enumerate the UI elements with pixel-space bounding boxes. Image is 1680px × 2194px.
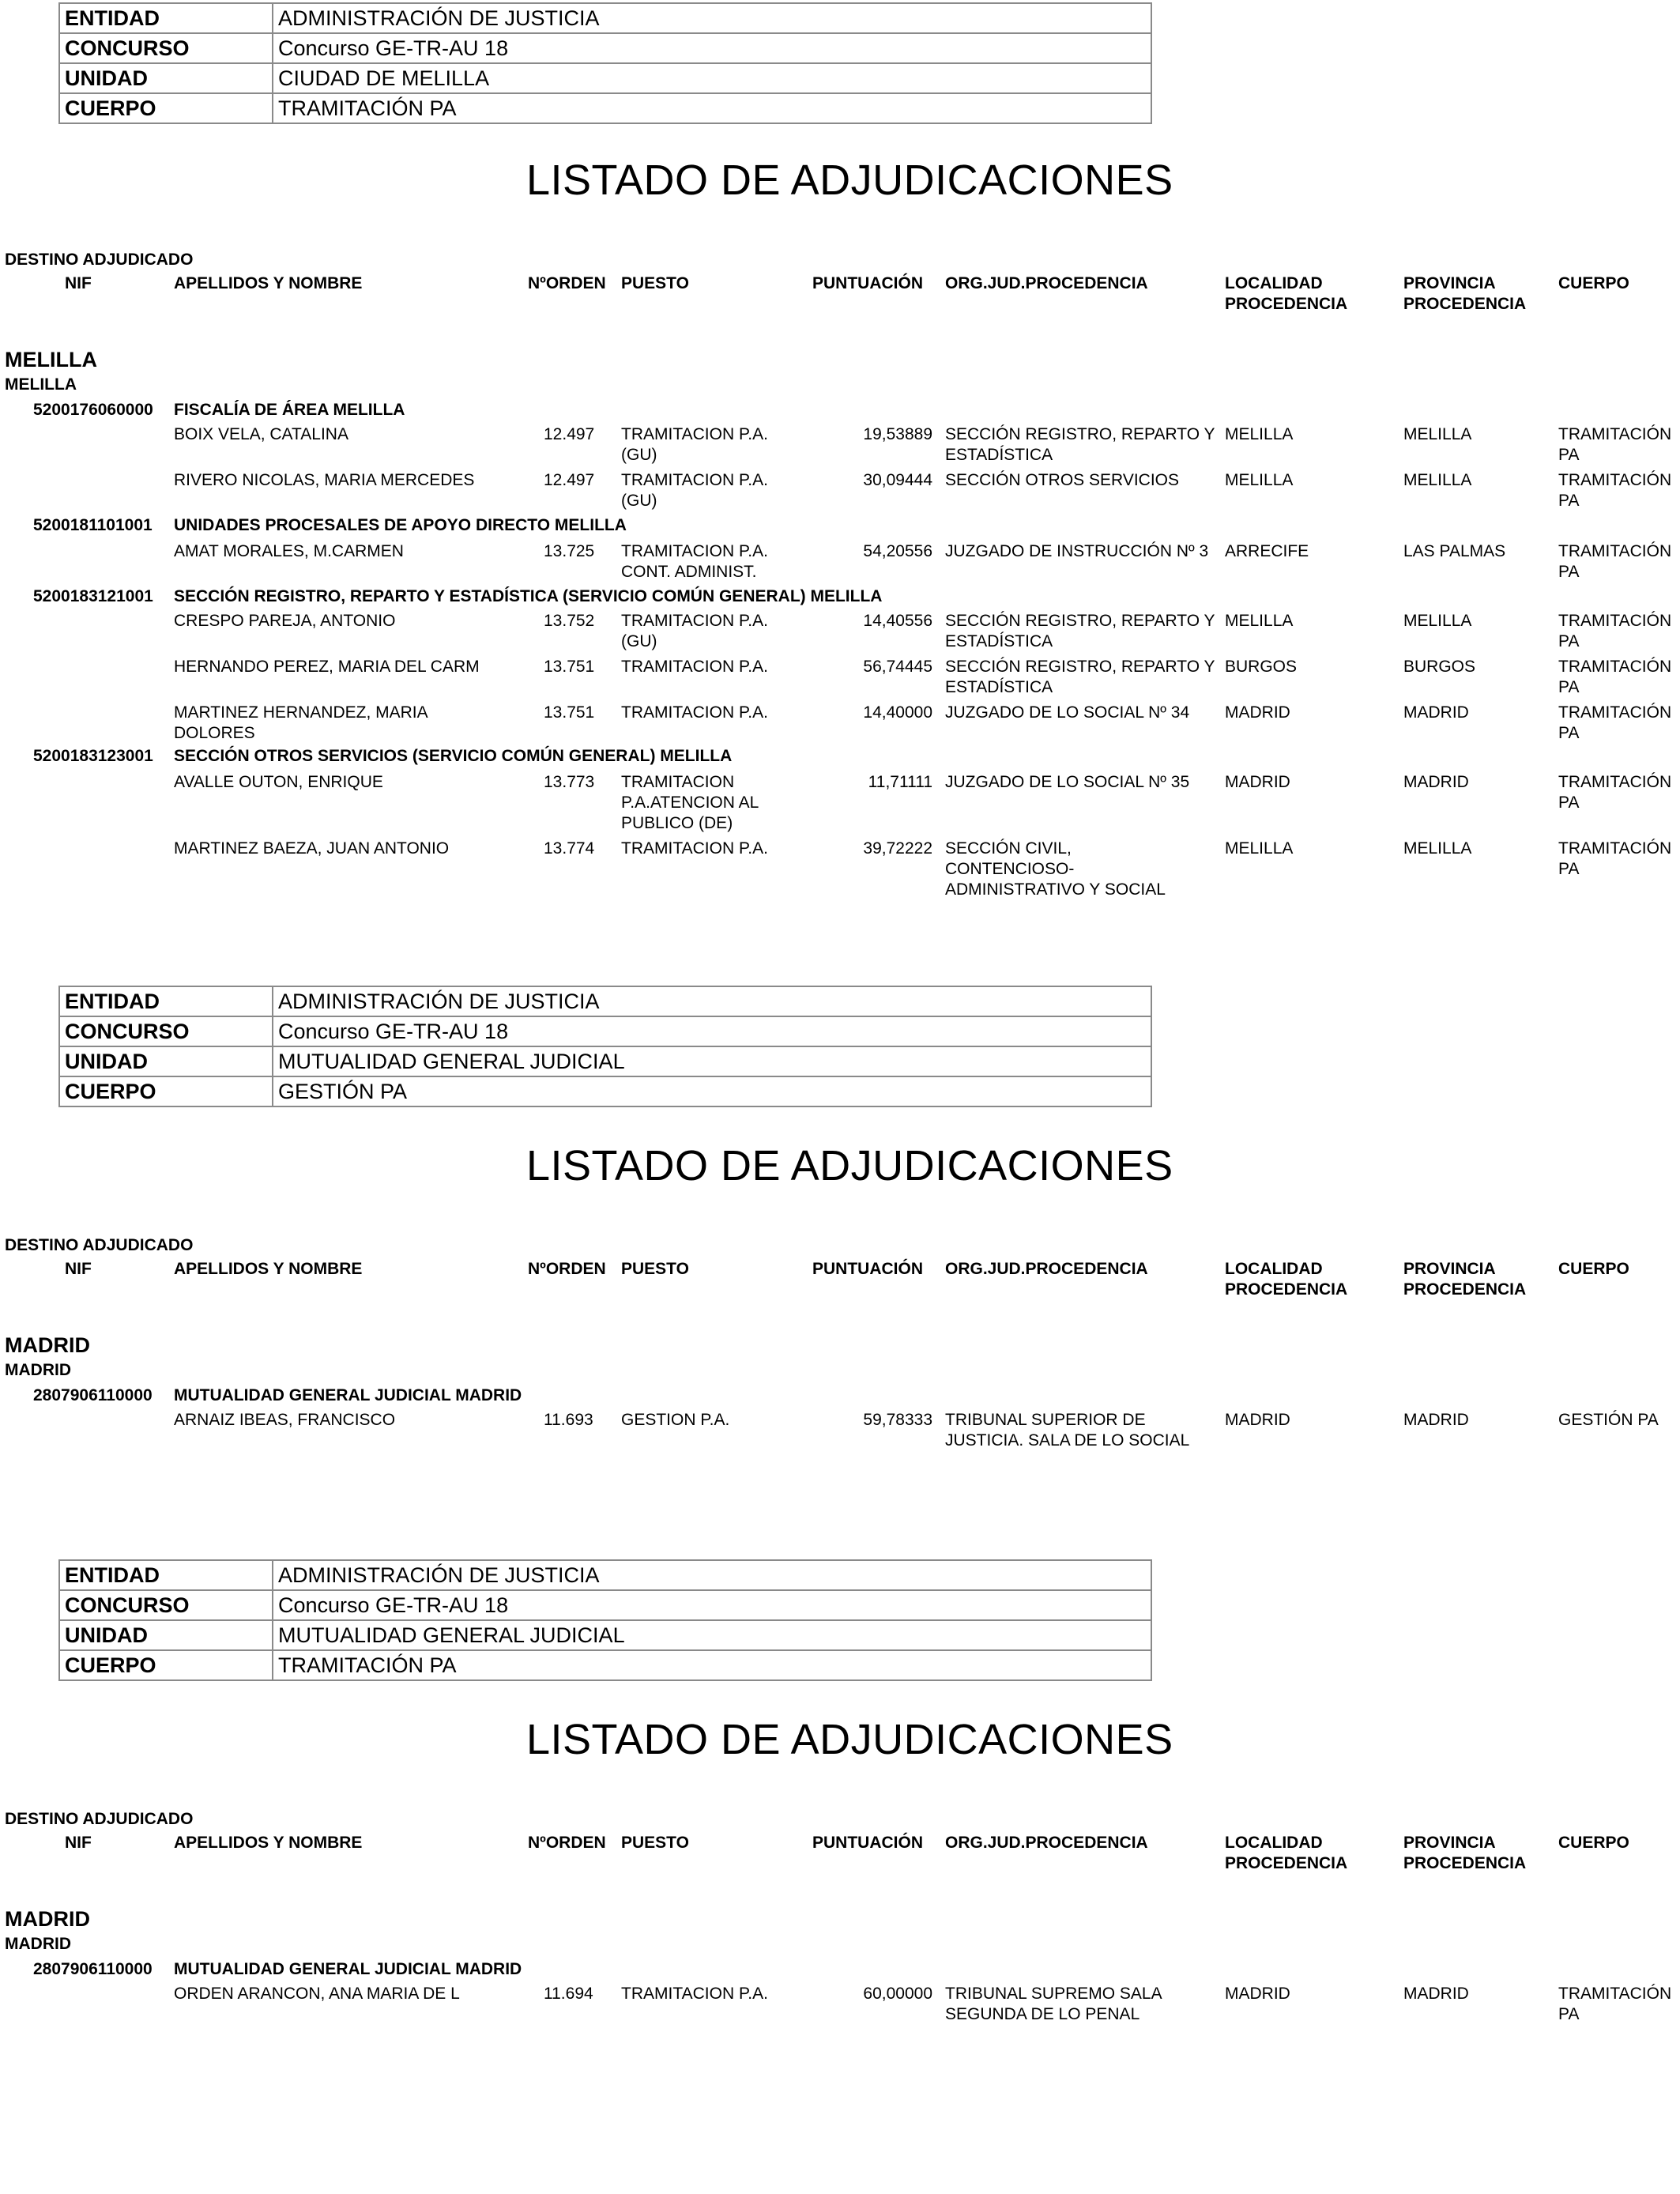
cell-org: JUZGADO DE LO SOCIAL Nº 35 — [945, 773, 1190, 791]
cell-puesto: TRAMITACION P.A. — [621, 1985, 768, 2003]
header-provincia: PROVINCIA PROCEDENCIA — [1403, 1260, 1527, 1299]
cell-puesto: TRAMITACION P.A. — [621, 658, 768, 676]
entidad-label: ENTIDAD — [59, 3, 273, 33]
destino-label: DESTINO ADJUDICADO — [5, 251, 194, 269]
cuerpo-value: TRAMITACIÓN PA — [273, 1650, 1151, 1680]
cell-nombre: ORDEN ARANCON, ANA MARIA DE L — [174, 1985, 460, 2003]
destination-code: 5200183123001 — [33, 747, 153, 765]
destino-label: DESTINO ADJUDICADO — [5, 1810, 194, 1828]
cell-cuerpo: TRAMITACIÓN PA — [1558, 703, 1672, 742]
cell-puntuacion: 14,40556 — [863, 612, 932, 630]
destination-name: MUTUALIDAD GENERAL JUDICIAL MADRID — [174, 1386, 522, 1404]
concurso-label: CONCURSO — [59, 1590, 273, 1620]
header-provincia: PROVINCIA PROCEDENCIA — [1403, 1834, 1527, 1872]
cell-puntuacion: 59,78333 — [863, 1411, 932, 1429]
cell-org: TRIBUNAL SUPERIOR DE JUSTICIA. SALA DE LO SOCIAL — [945, 1411, 1190, 1449]
header-org: ORG.JUD.PROCEDENCIA — [945, 1834, 1148, 1852]
page-title: LISTADO DE ADJUDICACIONES — [526, 1142, 1173, 1189]
cell-puntuacion: 54,20556 — [863, 542, 932, 560]
cell-provincia: MADRID — [1403, 773, 1469, 791]
cell-puesto: TRAMITACION P.A.ATENCION AL PUBLICO (DE) — [621, 773, 759, 832]
cell-nombre: MARTINEZ BAEZA, JUAN ANTONIO — [174, 839, 450, 858]
cell-localidad: MADRID — [1225, 703, 1290, 722]
cell-nombre: AMAT MORALES, M.CARMEN — [174, 542, 404, 560]
cell-nombre: CRESPO PAREJA, ANTONIO — [174, 612, 396, 630]
cell-nombre: MARTINEZ HERNANDEZ, MARIA DOLORES — [174, 703, 428, 742]
cell-puesto: TRAMITACION P.A. (GU) — [621, 425, 768, 464]
cell-puntuacion: 56,74445 — [863, 658, 932, 676]
cell-cuerpo: TRAMITACIÓN PA — [1558, 1985, 1672, 2023]
cell-cuerpo: TRAMITACIÓN PA — [1558, 839, 1672, 878]
cell-provincia: LAS PALMAS — [1403, 542, 1506, 560]
cell-puntuacion: 14,40000 — [863, 703, 932, 722]
header-org: ORG.JUD.PROCEDENCIA — [945, 1260, 1148, 1278]
cell-puesto: TRAMITACION P.A. (GU) — [621, 612, 768, 650]
info-box — [58, 2, 1152, 124]
page-title: LISTADO DE ADJUDICACIONES — [526, 1716, 1173, 1763]
page-title: LISTADO DE ADJUDICACIONES — [526, 156, 1173, 204]
header-puesto: PUESTO — [621, 1260, 689, 1278]
concurso-value: Concurso GE-TR-AU 18 — [273, 1016, 1151, 1046]
cell-localidad: MELILLA — [1225, 612, 1294, 630]
cell-puntuacion: 60,00000 — [863, 1985, 932, 2003]
cell-nombre: AVALLE OUTON, ENRIQUE — [174, 773, 383, 791]
cell-puesto: TRAMITACION P.A. (GU) — [621, 471, 768, 510]
header-cuerpo: CUERPO — [1558, 1260, 1629, 1278]
header-localidad: LOCALIDAD PROCEDENCIA — [1225, 274, 1348, 313]
cell-nombre: ARNAIZ IBEAS, FRANCISCO — [174, 1411, 396, 1429]
cell-provincia: MADRID — [1403, 1985, 1469, 2003]
locality-heading: MADRID — [5, 1935, 71, 1953]
destination-name: MUTUALIDAD GENERAL JUDICIAL MADRID — [174, 1960, 522, 1978]
cell-puntuacion: 19,53889 — [863, 425, 932, 443]
cell-provincia: MELILLA — [1403, 471, 1472, 489]
cell-org: SECCIÓN REGISTRO, REPARTO Y ESTADÍSTICA — [945, 425, 1215, 464]
header-puntuacion: PUNTUACIÓN — [812, 1260, 923, 1278]
header-puntuacion: PUNTUACIÓN — [812, 1834, 923, 1852]
unidad-value: MUTUALIDAD GENERAL JUDICIAL — [273, 1046, 1151, 1076]
cell-localidad: MELILLA — [1225, 471, 1294, 489]
destination-name: FISCALÍA DE ÁREA MELILLA — [174, 401, 405, 419]
header-orden: NºORDEN — [528, 1834, 606, 1852]
cell-provincia: MELILLA — [1403, 425, 1472, 443]
cuerpo-value: TRAMITACIÓN PA — [273, 93, 1151, 123]
cell-orden: 13.773 — [544, 773, 595, 791]
cell-provincia: MADRID — [1403, 1411, 1469, 1429]
cell-org: SECCIÓN OTROS SERVICIOS — [945, 471, 1179, 489]
cell-puntuacion: 30,09444 — [863, 471, 932, 489]
entidad-value: ADMINISTRACIÓN DE JUSTICIA — [273, 1560, 1151, 1590]
unidad-value: MUTUALIDAD GENERAL JUDICIAL — [273, 1620, 1151, 1650]
entidad-value: ADMINISTRACIÓN DE JUSTICIA — [273, 3, 1151, 33]
info-box — [58, 986, 1152, 1107]
cuerpo-label: CUERPO — [59, 93, 273, 123]
cell-localidad: ARRECIFE — [1225, 542, 1309, 560]
cell-orden: 13.725 — [544, 542, 595, 560]
info-box — [58, 1559, 1152, 1681]
concurso-label: CONCURSO — [59, 33, 273, 63]
cell-cuerpo: TRAMITACIÓN PA — [1558, 612, 1672, 650]
cell-puntuacion: 39,72222 — [863, 839, 932, 858]
cell-localidad: MELILLA — [1225, 425, 1294, 443]
cell-cuerpo: GESTIÓN PA — [1558, 1411, 1659, 1429]
cell-org: SECCIÓN CIVIL, CONTENCIOSO-ADMINISTRATIVO Y SOCIAL — [945, 839, 1166, 899]
cell-orden: 13.751 — [544, 658, 595, 676]
cell-org: JUZGADO DE INSTRUCCIÓN Nº 3 — [945, 542, 1209, 560]
cell-orden: 13.774 — [544, 839, 595, 858]
cell-provincia: BURGOS — [1403, 658, 1476, 676]
cuerpo-label: CUERPO — [59, 1650, 273, 1680]
cell-localidad: MADRID — [1225, 773, 1290, 791]
unidad-label: UNIDAD — [59, 63, 273, 93]
cell-nombre: RIVERO NICOLAS, MARIA MERCEDES — [174, 471, 475, 489]
locality-heading: MADRID — [5, 1361, 71, 1379]
entidad-label: ENTIDAD — [59, 1560, 273, 1590]
cell-nombre: HERNANDO PEREZ, MARIA DEL CARM — [174, 658, 480, 676]
destination-name: UNIDADES PROCESALES DE APOYO DIRECTO MELILLA — [174, 516, 627, 534]
cell-orden: 12.497 — [544, 425, 595, 443]
header-nombre: APELLIDOS Y NOMBRE — [174, 1834, 363, 1852]
header-nombre: APELLIDOS Y NOMBRE — [174, 1260, 363, 1278]
cuerpo-value: GESTIÓN PA — [273, 1076, 1151, 1106]
cell-provincia: MELILLA — [1403, 839, 1472, 858]
locality-heading: MELILLA — [5, 375, 77, 394]
destination-code: 2807906110000 — [33, 1960, 153, 1978]
header-nif: NIF — [65, 1260, 92, 1278]
cell-puesto: TRAMITACION P.A. — [621, 703, 768, 722]
region-heading: MADRID — [5, 1333, 90, 1357]
header-puesto: PUESTO — [621, 1834, 689, 1852]
cell-orden: 11.694 — [544, 1985, 593, 2003]
unidad-value: CIUDAD DE MELILLA — [273, 63, 1151, 93]
cell-cuerpo: TRAMITACIÓN PA — [1558, 542, 1672, 581]
cell-cuerpo: TRAMITACIÓN PA — [1558, 773, 1672, 812]
concurso-value: Concurso GE-TR-AU 18 — [273, 33, 1151, 63]
destination-code: 5200183121001 — [33, 587, 153, 605]
cell-org: JUZGADO DE LO SOCIAL Nº 34 — [945, 703, 1190, 722]
destination-code: 2807906110000 — [33, 1386, 153, 1404]
destino-label: DESTINO ADJUDICADO — [5, 1236, 194, 1254]
destination-code: 5200181101001 — [33, 516, 153, 534]
cell-puesto: TRAMITACION P.A. — [621, 839, 768, 858]
cell-orden: 12.497 — [544, 471, 595, 489]
region-heading: MELILLA — [5, 348, 97, 371]
destination-name: SECCIÓN OTROS SERVICIOS (SERVICIO COMÚN GENERAL) MELILLA — [174, 747, 733, 765]
header-orden: NºORDEN — [528, 1260, 606, 1278]
cell-localidad: MADRID — [1225, 1985, 1290, 2003]
header-localidad: LOCALIDAD PROCEDENCIA — [1225, 1260, 1348, 1299]
region-heading: MADRID — [5, 1907, 90, 1931]
destination-name: SECCIÓN REGISTRO, REPARTO Y ESTADÍSTICA (SERVICIO COMÚN GENERAL) MELILLA — [174, 587, 883, 605]
cell-puesto: TRAMITACION P.A. CONT. ADMINIST. — [621, 542, 768, 581]
header-cuerpo: CUERPO — [1558, 274, 1629, 292]
header-puntuacion: PUNTUACIÓN — [812, 274, 923, 292]
concurso-label: CONCURSO — [59, 1016, 273, 1046]
header-orden: NºORDEN — [528, 274, 606, 292]
header-nombre: APELLIDOS Y NOMBRE — [174, 274, 363, 292]
unidad-label: UNIDAD — [59, 1046, 273, 1076]
cuerpo-label: CUERPO — [59, 1076, 273, 1106]
cell-cuerpo: TRAMITACIÓN PA — [1558, 425, 1672, 464]
cell-puntuacion: 11,71111 — [868, 773, 932, 791]
cell-localidad: BURGOS — [1225, 658, 1298, 676]
cell-localidad: MELILLA — [1225, 839, 1294, 858]
cell-provincia: MELILLA — [1403, 612, 1472, 630]
destination-code: 5200176060000 — [33, 401, 153, 419]
header-org: ORG.JUD.PROCEDENCIA — [945, 274, 1148, 292]
header-cuerpo: CUERPO — [1558, 1834, 1629, 1852]
cell-orden: 13.752 — [544, 612, 595, 630]
header-puesto: PUESTO — [621, 274, 689, 292]
header-nif: NIF — [65, 274, 92, 292]
cell-orden: 13.751 — [544, 703, 595, 722]
unidad-label: UNIDAD — [59, 1620, 273, 1650]
cell-provincia: MADRID — [1403, 703, 1469, 722]
entidad-value: ADMINISTRACIÓN DE JUSTICIA — [273, 986, 1151, 1016]
header-localidad: LOCALIDAD PROCEDENCIA — [1225, 1834, 1348, 1872]
header-nif: NIF — [65, 1834, 92, 1852]
cell-org: SECCIÓN REGISTRO, REPARTO Y ESTADÍSTICA — [945, 612, 1215, 650]
concurso-value: Concurso GE-TR-AU 18 — [273, 1590, 1151, 1620]
cell-nombre: BOIX VELA, CATALINA — [174, 425, 348, 443]
cell-orden: 11.693 — [544, 1411, 593, 1429]
cell-cuerpo: TRAMITACIÓN PA — [1558, 658, 1672, 696]
cell-localidad: MADRID — [1225, 1411, 1290, 1429]
cell-puesto: GESTION P.A. — [621, 1411, 730, 1429]
cell-org: SECCIÓN REGISTRO, REPARTO Y ESTADÍSTICA — [945, 658, 1215, 696]
cell-cuerpo: TRAMITACIÓN PA — [1558, 471, 1672, 510]
cell-org: TRIBUNAL SUPREMO SALA SEGUNDA DE LO PENAL — [945, 1985, 1162, 2023]
header-provincia: PROVINCIA PROCEDENCIA — [1403, 274, 1527, 313]
entidad-label: ENTIDAD — [59, 986, 273, 1016]
